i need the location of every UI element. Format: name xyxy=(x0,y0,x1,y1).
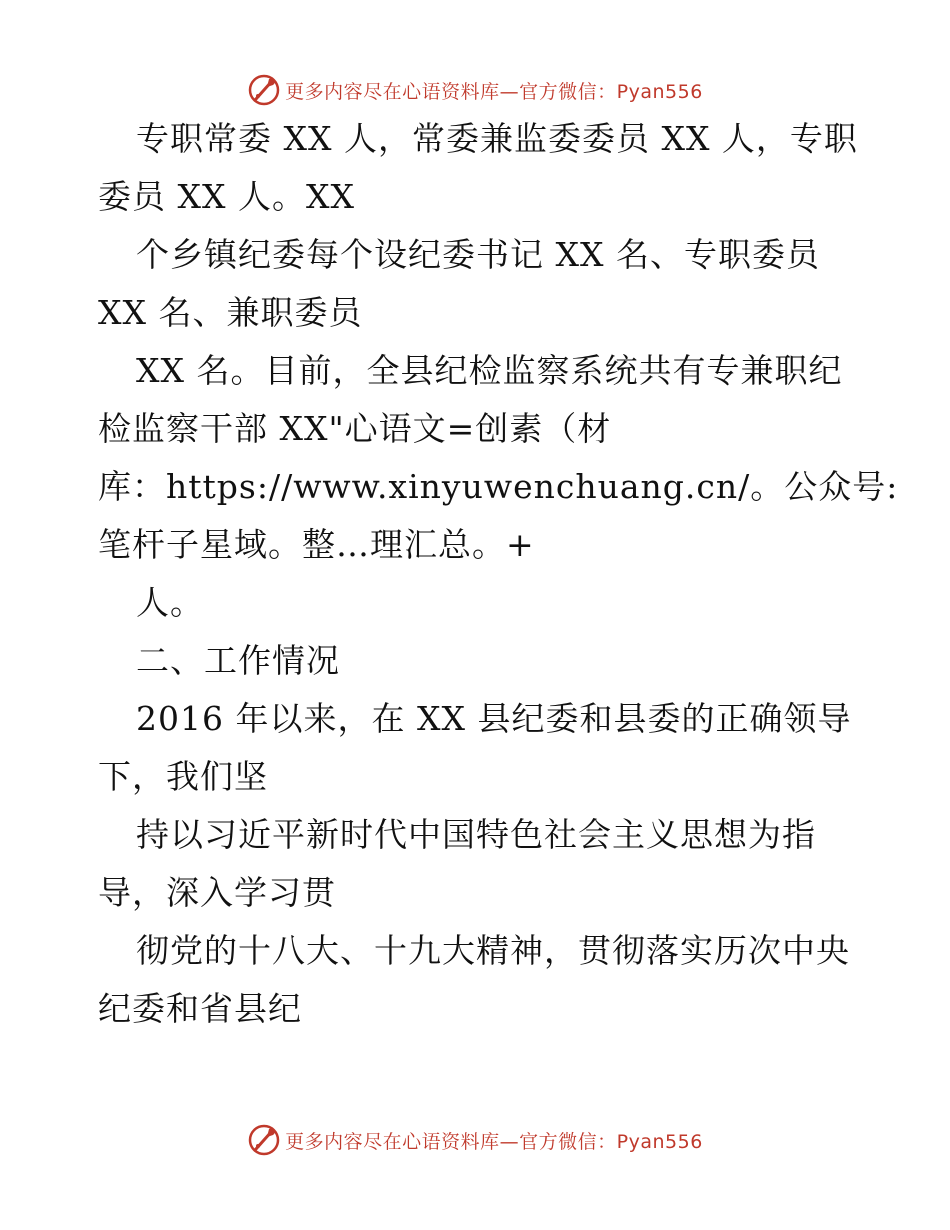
paragraph-line: 2016 年以来，在 XX 县纪委和县委的正确领导 xyxy=(136,699,852,738)
footer-banner-text: 更多内容尽在心语资料库—官方微信：Pyan556 xyxy=(285,1130,703,1153)
paragraph-line: 委员 XX 人。XX xyxy=(98,177,355,216)
document-body xyxy=(98,119,899,1050)
paragraph-line: 导，深入学习贯 xyxy=(98,873,336,912)
paragraph-line: 库：https://www.xinyuwenchuang.cn/。公众号: xyxy=(98,467,899,506)
paragraph-line: 彻党的十八大、十九大精神，贯彻落实历次中央 xyxy=(136,931,850,970)
header-banner xyxy=(0,70,950,110)
paragraph-line: 持以习近平新时代中国特色社会主义思想为指 xyxy=(136,815,816,854)
paragraph-line: 专职常委 XX 人，常委兼监委委员 XX 人，专职 xyxy=(136,119,858,158)
footer-banner xyxy=(0,1120,950,1160)
paragraph-line: XX 名。目前，全县纪检监察系统共有专兼职纪 xyxy=(136,351,843,390)
header-banner-text: 更多内容尽在心语资料库—官方微信：Pyan556 xyxy=(285,80,703,103)
paragraph-line: XX 名、兼职委员 xyxy=(98,293,363,332)
quill-pen-logo-icon xyxy=(247,1123,281,1157)
paragraph-line: 人。 xyxy=(136,583,204,622)
paragraph-line: 笔杆子星域。整…理汇总。+ xyxy=(98,525,535,564)
quill-pen-logo-icon xyxy=(247,73,281,107)
paragraph-line: 纪委和省县纪 xyxy=(98,989,302,1028)
paragraph-line: 检监察干部 XX"心语文=创素（材 xyxy=(98,409,612,448)
section-heading: 二、工作情况 xyxy=(136,641,340,680)
paragraph-line: 下，我们坚 xyxy=(98,757,268,796)
paragraph-line: 个乡镇纪委每个设纪委书记 XX 名、专职委员 xyxy=(136,235,820,274)
